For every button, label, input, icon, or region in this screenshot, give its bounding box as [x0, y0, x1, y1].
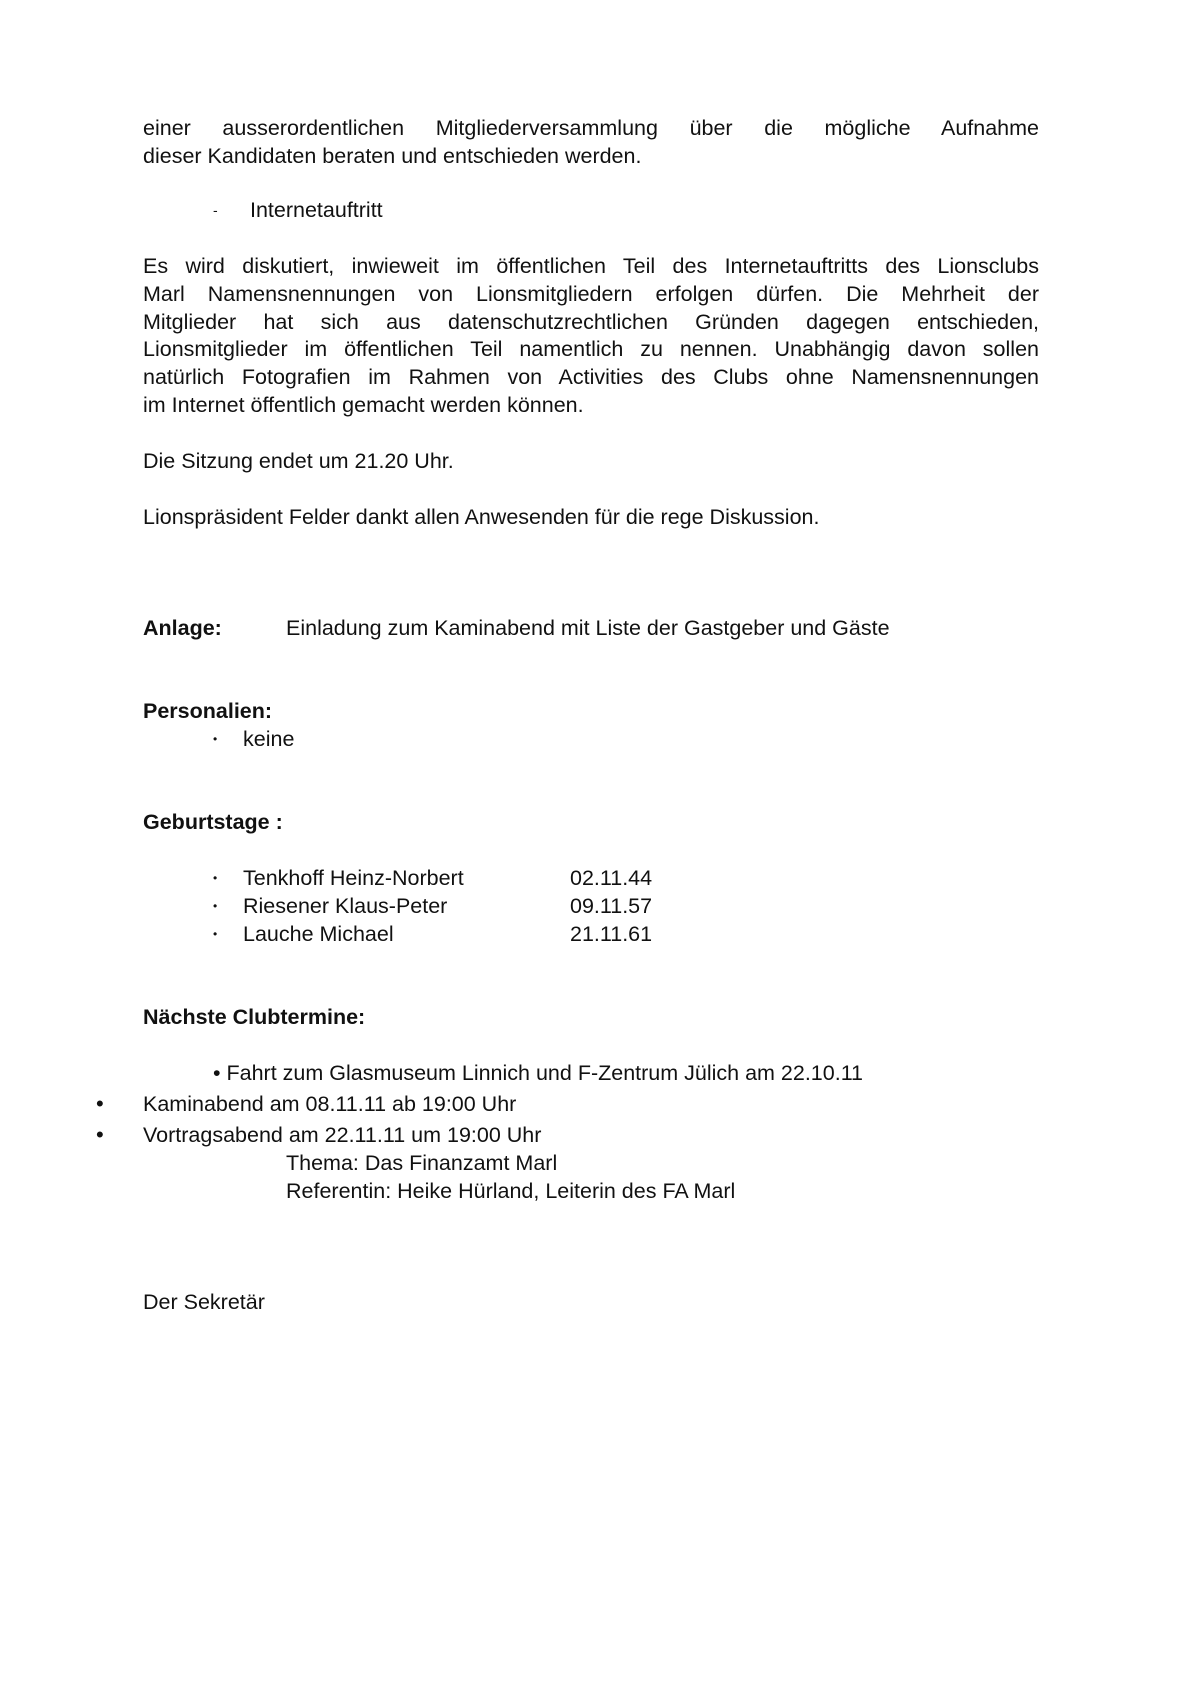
personalien-heading: Personalien: — [143, 699, 273, 723]
termine-heading: Nächste Clubtermine: — [143, 1005, 366, 1029]
birthday-name: Lauche Michael — [243, 922, 394, 946]
anlage-text: Einladung zum Kaminabend mit Liste der Gastgeber und Gäste — [286, 616, 890, 640]
termin-item: Vortragsabend am 22.11.11 um 19:00 Uhr — [143, 1123, 542, 1147]
personalien-item: keine — [243, 727, 295, 751]
birthday-date: 02.11.44 — [570, 866, 653, 890]
birthday-name: Riesener Klaus-Peter — [243, 894, 448, 918]
bullet: • — [96, 1122, 104, 1147]
bullet: • — [213, 871, 218, 885]
bullet: • — [213, 732, 218, 746]
text-line: Lionsmitglieder im öffentlichen Teil namentlich zu nennen. Unabhängig davon sollen — [143, 337, 1039, 362]
birthday-date: 21.11.61 — [570, 922, 653, 946]
section-heading-internet: Internetauftritt — [250, 198, 383, 222]
termin-item: • Fahrt zum Glasmuseum Linnich und F-Zentrum Jülich am 22.10.11 — [213, 1061, 864, 1085]
geburtstage-heading: Geburtstage : — [143, 810, 283, 834]
text-line: dieser Kandidaten beraten und entschieden werden. — [143, 143, 642, 168]
text-line: natürlich Fotografien im Rahmen von Activities des Clubs ohne Namensnennungen — [143, 365, 1039, 390]
termin-detail: Referentin: Heike Hürland, Leiterin des FA Marl — [286, 1179, 736, 1203]
dash-bullet: - — [213, 202, 218, 218]
termin-detail: Thema: Das Finanzamt Marl — [286, 1151, 558, 1175]
thanks-text: Lionspräsident Felder dankt allen Anwesenden für die rege Diskussion. — [143, 505, 820, 529]
text-line: Mitglieder hat sich aus datenschutzrechtlichen Gründen dagegen entschieden, — [143, 309, 1039, 334]
text-line: Es wird diskutiert, inwieweit im öffentlichen Teil des Internetauftritts des Lionsclubs — [143, 254, 1039, 278]
text-line: einer ausserordentlichen Mitgliederversammlung über die mögliche Aufnahme — [143, 116, 1039, 140]
birthday-date: 09.11.57 — [570, 894, 653, 918]
signature: Der Sekretär — [143, 1290, 265, 1314]
text-line: im Internet öffentlich gemacht werden können. — [143, 392, 584, 417]
bullet: • — [213, 899, 218, 913]
bullet: • — [213, 927, 218, 941]
session-end-text: Die Sitzung endet um 21.20 Uhr. — [143, 449, 454, 473]
intro-paragraph — [143, 115, 1039, 171]
anlage-label: Anlage: — [143, 616, 222, 640]
text-line: Marl Namensnennungen von Lionsmitgliedern erfolgen dürfen. Die Mehrheit der — [143, 281, 1039, 306]
internet-paragraph — [143, 253, 1039, 420]
bullet: • — [96, 1091, 104, 1116]
termin-item: Kaminabend am 08.11.11 ab 19:00 Uhr — [143, 1092, 517, 1116]
birthday-name: Tenkhoff Heinz-Norbert — [243, 866, 464, 890]
